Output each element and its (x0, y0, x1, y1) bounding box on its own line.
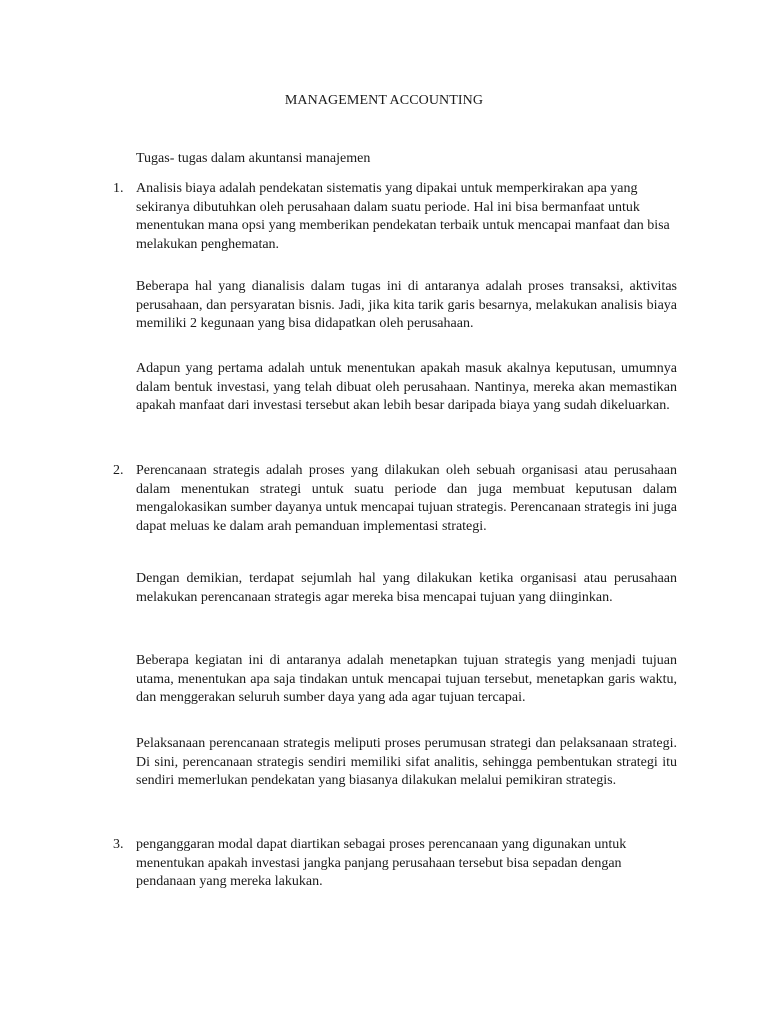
item-3-paragraph-1: penganggaran modal dapat diartikan sebagai proses perencanaan yang digunakan untuk menentukan apakah investasi jangka panjang perusahaan tersebut bisa sepadan dengan pendanaan yang mereka lakukan. (136, 837, 627, 889)
item-2-paragraph-1: Perencanaan strategis adalah proses yang dilakukan oleh sebuah organisasi atau perusahaan dalam menentukan strategi untuk suatu periode dan juga membuat keputusan dalam mengalokasikan sumber dayanya untuk mencapai tujuan strategis. Perencanaan strategis ini juga dapat meluas ke dalam arah pemanduan implementasi strategi. (136, 463, 677, 534)
document-title: MANAGEMENT ACCOUNTING (284, 93, 484, 108)
item-2-paragraph-2: Dengan demikian, terdapat sejumlah hal yang dilakukan ketika organisasi atau perusahaan melakukan perencanaan strategis agar mereka bisa mencapai tujuan yang diinginkan. (136, 571, 677, 605)
item-1-paragraph-3: Adapun yang pertama adalah untuk menentukan apakah masuk akalnya keputusan, umumnya dalam bentuk investasi, yang telah dibuat oleh perusahaan. Nantinya, mereka akan memastikan apakah manfaat dari investasi tersebut akan lebih besar daripada biaya yang sudah dikeluarkan. (136, 361, 677, 413)
list-number-3: 3. (113, 837, 124, 852)
item-1-paragraph-2: Beberapa hal yang dianalisis dalam tugas ini di antaranya adalah proses transaksi, aktivitas perusahaan, dan persyaratan bisnis. Jadi, jika kita tarik garis besarnya, melakukan analisis biaya memiliki 2 kegunaan yang bisa didapatkan oleh perusahaan. (136, 279, 677, 331)
section-subtitle: Tugas- tugas dalam akuntansi manajemen (136, 151, 371, 166)
item-2-paragraph-4: Pelaksanaan perencanaan strategis meliputi proses perumusan strategi dan pelaksanaan strategi. Di sini, perencanaan strategis sendiri memiliki sifat analitis, sehingga pembentukan strategi itu sendiri memerlukan pendekatan yang biasanya dilakukan melalui pemikiran strategis. (136, 736, 677, 788)
list-number-1: 1. (113, 181, 124, 196)
item-2-paragraph-3: Beberapa kegiatan ini di antaranya adalah menetapkan tujuan strategis yang menjadi tujuan utama, menentukan apa saja tindakan untuk mencapai tujuan tersebut, menetapkan garis waktu, dan menggerakan seluruh sumber daya yang ada agar tujuan tercapai. (136, 653, 677, 705)
item-1-paragraph-1: Analisis biaya adalah pendekatan sistematis yang dipakai untuk memperkirakan apa yang sekiranya dibutuhkan oleh perusahaan dalam suatu periode. Hal ini bisa bermanfaat untuk menentukan mana opsi yang memberikan pendekatan terbaik untuk mencapai manfaat dan bisa melakukan penghematan. (136, 181, 670, 252)
list-number-2: 2. (113, 463, 124, 478)
